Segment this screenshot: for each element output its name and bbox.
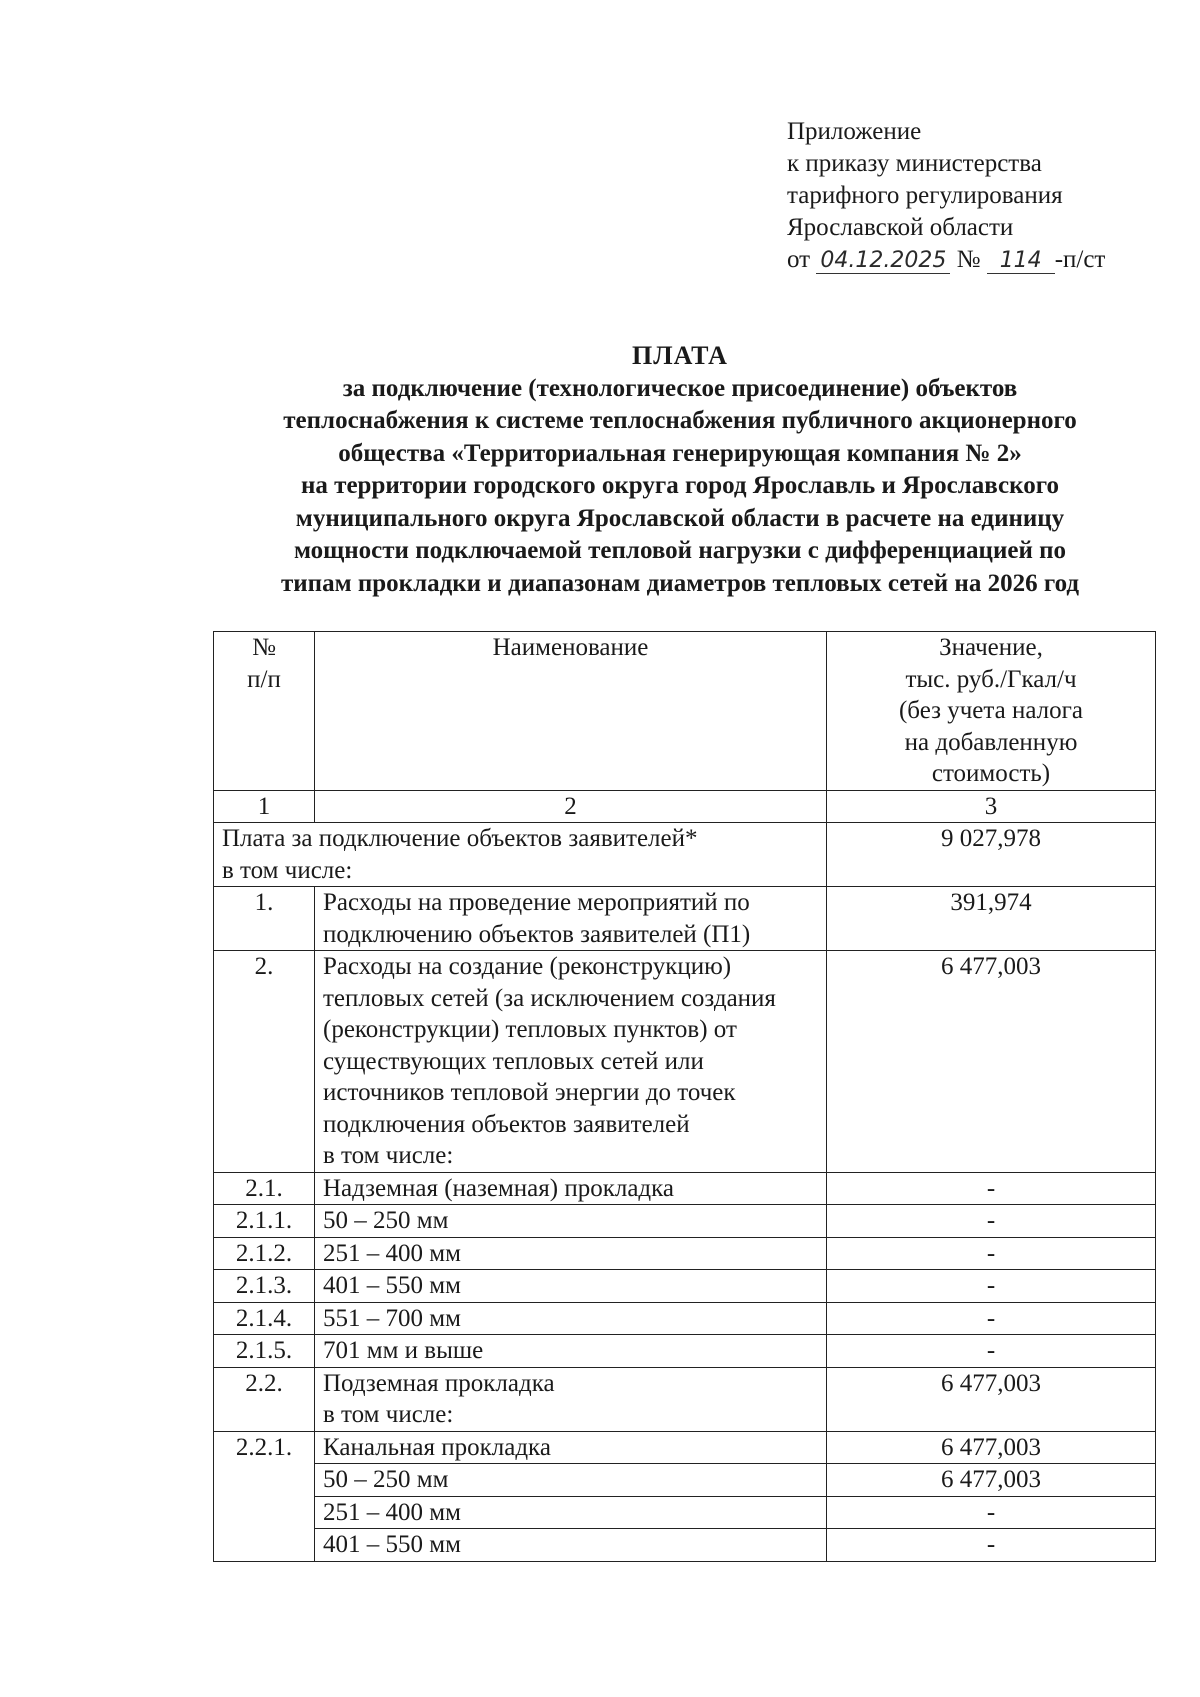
row-number: 2.2.1. (214, 1431, 315, 1464)
row-number: 2.1.5. (214, 1335, 315, 1368)
row-value: - (827, 1237, 1156, 1270)
appendix-line-4: Ярославской области (787, 214, 1014, 241)
title-line-5: муниципального округа Ярославской области в расчете на единицу (295, 504, 1065, 532)
row-value: - (827, 1270, 1156, 1303)
row-value: - (827, 1496, 1156, 1529)
row-value: - (827, 1335, 1156, 1368)
title-line-2: теплоснабжения к системе теплоснабжения публичного акционерного (283, 407, 1077, 434)
appendix-line-2: к приказу министерства (787, 150, 1042, 177)
column-number: 3 (827, 790, 1156, 823)
row-number: 1. (214, 887, 315, 951)
row-value: - (827, 1205, 1156, 1238)
title-line-7: типам прокладки и диапазонам диаметров тепловых сетей на 2026 год (280, 569, 1079, 597)
row-number: 2. (214, 951, 315, 1173)
row-number: 2.2. (214, 1367, 315, 1431)
row-name: Расходы на проведение мероприятий по подключению объектов заявителей (П1) (315, 887, 827, 951)
table-row (214, 1270, 1156, 1303)
row-number (214, 1529, 315, 1562)
table-row (214, 1431, 1156, 1464)
row-name: 401 – 550 мм (315, 1270, 827, 1303)
row-number: 2.1.1. (214, 1205, 315, 1238)
row-number: 2.1. (214, 1172, 315, 1205)
table-row (214, 1367, 1156, 1431)
table-row (214, 1529, 1156, 1562)
row-name: Канальная прокладка (315, 1431, 827, 1464)
row-number: 2.1.2. (214, 1237, 315, 1270)
total-row (214, 823, 1156, 887)
column-number: 1 (214, 790, 315, 823)
header-name: Наименование (315, 632, 827, 791)
row-name: 251 – 400 мм (315, 1237, 827, 1270)
title-line-6: мощности подключаемой тепловой нагрузки с дифференциацией по (293, 537, 1067, 564)
date-prefix: от (787, 246, 811, 273)
column-number-row (214, 790, 1156, 823)
document-title (200, 340, 1160, 600)
order-date: 04.12.2025 (816, 249, 950, 274)
row-name: 551 – 700 мм (315, 1302, 827, 1335)
title-line-3: общества «Территориальная генерирующая компания № 2» (338, 439, 1022, 467)
appendix-line-3: тарифного регулирования (787, 182, 1063, 209)
row-number: 2.1.4. (214, 1302, 315, 1335)
table-row (214, 1335, 1156, 1368)
table-row (214, 1172, 1156, 1205)
row-value: 6 477,003 (827, 951, 1156, 1173)
table-row (214, 951, 1156, 1173)
row-name: Надземная (наземная) прокладка (315, 1172, 827, 1205)
row-value: - (827, 1302, 1156, 1335)
row-value: 6 477,003 (827, 1464, 1156, 1497)
header-value: Значение, тыс. руб./Гкал/ч (без учета налога на добавленную стоимость) (827, 632, 1156, 791)
total-name: Плата за подключение объектов заявителей* в том числе: (214, 823, 827, 887)
table-row (214, 1237, 1156, 1270)
number-prefix: № (956, 246, 981, 273)
order-number: 114 (987, 249, 1055, 274)
row-value: 6 477,003 (827, 1367, 1156, 1431)
table-row (214, 1496, 1156, 1529)
title-line-4: на территории городского округа город Ярославль и Ярославского (301, 472, 1059, 499)
row-name: 401 – 550 мм (315, 1529, 827, 1562)
row-number (214, 1464, 315, 1497)
appendix-date-line (787, 244, 1105, 276)
column-number: 2 (315, 790, 827, 823)
row-value: - (827, 1172, 1156, 1205)
row-number (214, 1496, 315, 1529)
row-number: 2.1.3. (214, 1270, 315, 1303)
row-value: 6 477,003 (827, 1431, 1156, 1464)
title-line-1: за подключение (технологическое присоединение) объектов (342, 374, 1018, 402)
row-name: Подземная прокладка в том числе: (315, 1367, 827, 1431)
number-suffix: -п/ст (1054, 246, 1106, 273)
appendix-line-1: Приложение (787, 118, 922, 145)
table-header-row (214, 632, 1156, 791)
row-name: 50 – 250 мм (315, 1205, 827, 1238)
row-name: 251 – 400 мм (315, 1496, 827, 1529)
row-name: 50 – 250 мм (315, 1464, 827, 1497)
table-row (214, 1464, 1156, 1497)
header-num: № п/п (214, 632, 315, 791)
total-value: 9 027,978 (827, 823, 1156, 887)
table-row (214, 1302, 1156, 1335)
row-value: 391,974 (827, 887, 1156, 951)
appendix-block (787, 116, 1105, 276)
table-row (214, 1205, 1156, 1238)
title-main: ПЛАТА (632, 341, 728, 370)
fees-table (213, 631, 1156, 1562)
row-name: 701 мм и выше (315, 1335, 827, 1368)
row-name: Расходы на создание (реконструкцию) тепловых сетей (за исключением создания (реконструкции) тепловых пунктов) от существующих тепловых сетей или источников тепловой энергии до точек подключения объектов заявителей в том числе: (315, 951, 827, 1173)
row-value: - (827, 1529, 1156, 1562)
table-row (214, 887, 1156, 951)
